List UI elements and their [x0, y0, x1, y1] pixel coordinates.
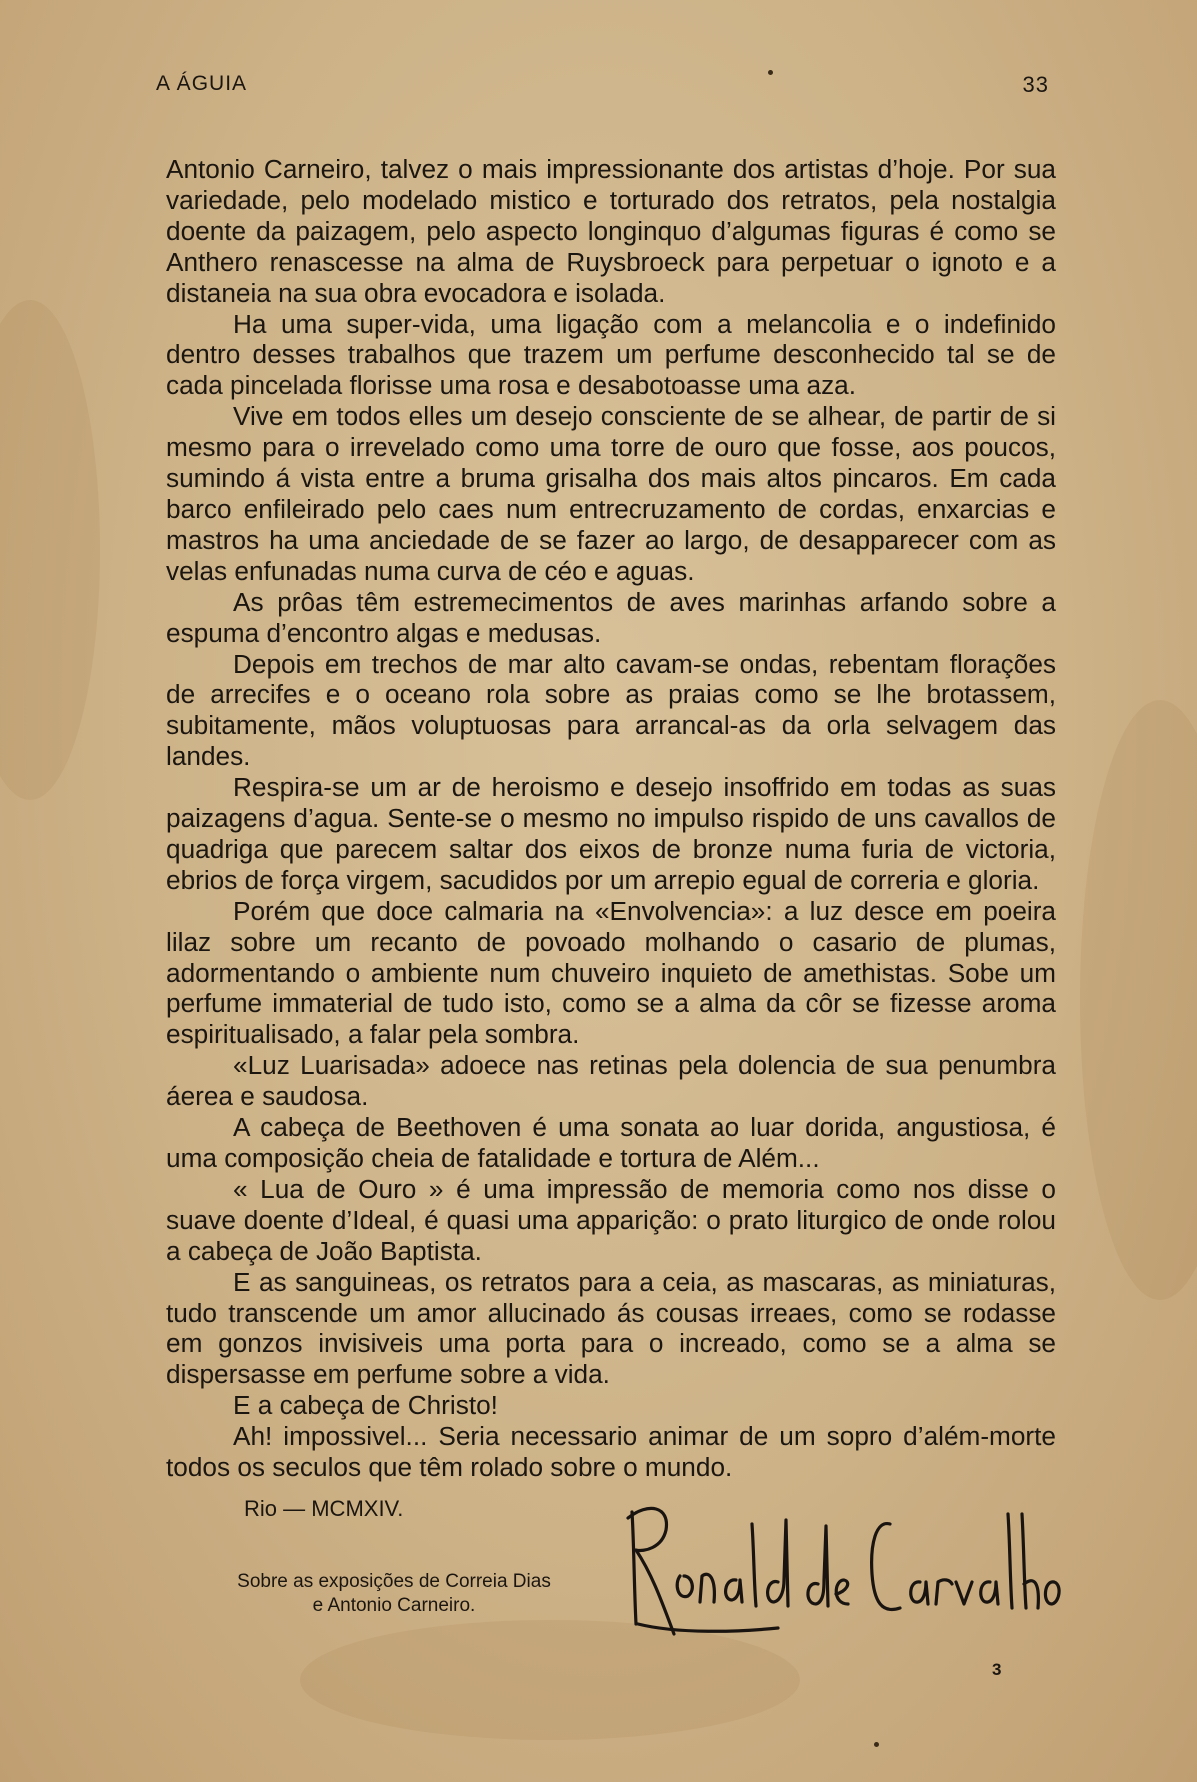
paragraph: Ha uma super-vida, uma ligação com a melancolia e o indefinido dentro desses trabalhos que trazem um perfume desconhecido tal se de cada pincelada florisse uma rosa e desabotoasse uma aza. [166, 308, 1056, 401]
exhibition-note [204, 1570, 584, 1618]
place-date: Rio — MCMXIV. [244, 1496, 404, 1521]
running-title: A ÁGUIA [156, 72, 248, 95]
paragraph: «Luz Luarisada» adoece nas retinas pela dolencia de sua penumbra áerea e saudosa. [166, 1050, 1056, 1112]
handwritten-signature [618, 1484, 1068, 1644]
paragraph: Respira-se um ar de heroismo e desejo insoffrido em todas as suas paizagens d’agua. Sente-se o mesmo no impulso rispido de uns cavallos de quadriga que parecem saltar dos eixos de bronze numa furia de victoria, ebrios de força virgem, sacudidos por um arrepio egual de correria e gloria. [166, 772, 1056, 895]
article-body [166, 154, 1056, 1483]
paragraph: E a cabeça de Christo! [233, 1390, 498, 1421]
ink-speck [874, 1742, 879, 1747]
paragraph: « Lua de Ouro » é uma impressão de memoria como nos disse o suave doente d’Ideal, é quasi uma apparição: o prato liturgico de onde rolou a cabeça de João Baptista. [166, 1173, 1056, 1266]
paragraph: Depois em trechos de mar alto cavam-se ondas, rebentam florações de arrecifes e o oceano rola sobre as praias como se lhe brotassem, subitamente, mãos voluptuosas para arrancal-as da orla selvagem das landes. [166, 648, 1056, 772]
page-header [156, 72, 1049, 102]
paragraph: As prôas têm estremecimentos de aves marinhas arfando sobre a espuma d’encontro algas e medusas. [166, 586, 1056, 648]
page-number: 33 [1022, 72, 1049, 97]
paper-stain [0, 300, 100, 800]
sheet-number: 3 [992, 1660, 1002, 1679]
paragraph: Vive em todos elles um desejo consciente de se alhear, de partir de si mesmo para o irrevelado como uma torre de ouro que fosse, aos poucos, sumindo á vista entre a bruma grisalha dos mais altos pincaros. Em cada barco enfileirado pelo caes num entrecruzamento de cordas, enxarcias e mastros ha uma anciedade de se fazer ao largo, de desapparecer com as velas enfunadas numa curva de céo e aguas. [166, 401, 1056, 586]
ink-speck [768, 70, 773, 75]
note-line: Sobre as exposições de Correia Dias [237, 1571, 551, 1592]
paragraph: Antonio Carneiro, talvez o mais impressionante dos artistas d’hoje. Por sua variedade, pelo modelado mistico e torturado dos retratos, pela nostalgia doente da paizagem, pelo aspecto longinquo d’algumas figuras é como se Anthero renascesse na alma de Ruysbroeck para perpetuar o ignoto e a distaneia na sua obra evocadora e isolada. [166, 154, 1056, 308]
paragraph: E as sanguineas, os retratos para a ceia, as mascaras, as miniaturas, tudo transcende um amor allucinado ás cousas irreaes, como se rodasse em gonzos invisiveis uma porta para o increado, como se a alma se dispersasse em perfume sobre a vida. [166, 1266, 1056, 1390]
paragraph: Porém que doce calmaria na «Envolvencia»: a luz desce em poeira lilaz sobre um recanto de povoado molhando o casario de plumas, adormentando o ambiente num chuveiro inquieto de amethistas. Sobe um perfume immaterial de tudo isto, como se a alma da côr se fizesse aroma espiritualisado, a falar pela sombra. [166, 895, 1056, 1050]
paragraph: Ah! impossivel... Seria necessario animar de um sopro d’além-morte todos os seculos que têm rolado sobre o mundo. [166, 1421, 1056, 1483]
paper-stain [1080, 700, 1197, 1300]
paragraph: A cabeça de Beethoven é uma sonata ao luar dorida, angustiosa, é uma composição cheia de fatalidade e tortura de Além... [166, 1112, 1056, 1173]
note-line: e Antonio Carneiro. [312, 1595, 476, 1616]
